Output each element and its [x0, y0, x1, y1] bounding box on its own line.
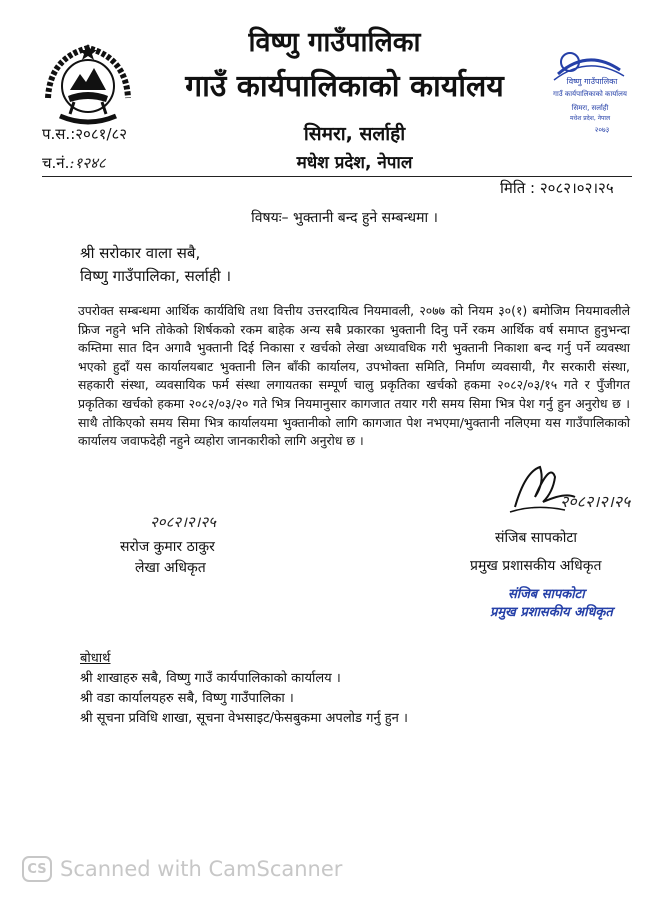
- dispatch-label: च.नं.: [42, 154, 70, 172]
- cc-line: श्री सूचना प्रविधि शाखा, सूचना वेभसाइट/फेसबुकमा अपलोड गर्नु हुन ।: [80, 711, 408, 726]
- left-signatory-title: लेखा अधिकृत: [135, 560, 206, 576]
- dispatch-value: :१२४८: [69, 154, 106, 172]
- cc-heading: बोधार्थ: [80, 651, 111, 666]
- addressee-line-1: श्री सरोकार वाला सबै,: [80, 244, 201, 262]
- letter-subject: विषयः– भुक्तानी बन्द हुने सम्बन्धमा ।: [251, 210, 438, 226]
- svg-text:२०७३: २०७३: [594, 126, 610, 134]
- municipality-name: विष्णु गाउँपालिका: [248, 27, 421, 58]
- province-country: मधेश प्रदेश, नेपाल: [296, 153, 413, 173]
- dispatch-number-ref: [42, 153, 106, 173]
- right-handwritten-date: २०८२।२।२५: [560, 492, 631, 511]
- fiscal-year-ref: [42, 124, 127, 144]
- cc-line: श्री शाखाहरु सबै, विष्णु गाउँ कार्यपालिकाको कार्यालय ।: [80, 671, 341, 686]
- camscanner-text: Scanned with CamScanner: [60, 857, 343, 881]
- signature-stamp-title: प्रमुख प्रशासकीय अधिकृत: [490, 605, 613, 620]
- fiscal-year-label: प.स.: [42, 125, 71, 143]
- svg-text:मधेश प्रदेश, नेपाल: मधेश प्रदेश, नेपाल: [569, 115, 611, 122]
- right-signatory-name: संजिब सापकोटा: [495, 530, 578, 546]
- left-signatory-name: सरोज कुमार ठाकुर: [120, 539, 215, 555]
- svg-text:विष्णु गाउँपालिका: विष्णु गाउँपालिका: [566, 77, 618, 86]
- camscanner-icon: CS: [22, 856, 52, 882]
- office-location: सिमरा, सर्लाही: [303, 123, 406, 145]
- office-name: गाउँ कार्यपालिकाको कार्यालय: [185, 69, 504, 104]
- signature-stamp-name: संजिब सापकोटा: [508, 587, 585, 602]
- camscanner-watermark: [22, 856, 342, 882]
- letter-body: उपरोक्त सम्बन्धमा आर्थिक कार्यविधि तथा वित्तीय उत्तरदायित्व नियमावली, २०७७ को नियम ३०(१) बमोजिम नियमावलीले फ्रिज नहुने भनि तोकेको शिर्षकको रकम बाहेक अन्य सबै प्रकारका भुक्तानी दिनु पर्ने रकम आर्थिक वर्ष समाप्त हुनुभन्दा कम्तिमा सात दिन अगावै भुक्तानी दिई निकासा र खर्चको लेखा अध्यावधिक गरी भुक्तानी निकाशा बन्द गर्नु पर्ने व्यवस्था भएको हुदाँ यस कार्यालयबाट भुक्तानी लिन बाँकी कार्यालय, उपभोक्ता समिति, निर्माण व्यवसायी, गैर सरकारी संस्था, सहकारी संस्था, व्यवसायिक फर्म संस्था लगायतका सम्पूर्ण चालु प्रकृतिका खर्चको हकमा २०८२/०३/१५ गते र पुँजीगत प्रकृतिका खर्चको हकमा २०८२/०३/२० गते भित्र नियमानुसार कागजात तयार गरी समय सिमा भित्र पेश गर्नु हुन अनुरोध छ । साथै तोकिएको समय सिमा भित्र कार्यालयमा भुक्तानीको लागि कागजात पेश नभएमा/भुक्तानी नलिएमा यस गाउँपालिकाको कार्यालय जवाफदेही नहुने व्यहोरा जानकारीको लागि अनुरोध छ ।: [78, 303, 630, 449]
- svg-text:सिमरा, सर्लाही: सिमरा, सर्लाही: [571, 104, 609, 112]
- left-handwritten-signature: २०८२।२।२५: [150, 513, 216, 531]
- cc-line: श्री वडा कार्यालयहरु सबै, विष्णु गाउँपालिका ।: [80, 691, 294, 706]
- letter-date: मिति : २०८२।०२।२५: [500, 179, 614, 197]
- header-divider: [42, 176, 632, 177]
- fiscal-year-value: :२०८१/८२: [70, 125, 128, 143]
- addressee-line-2: विष्णु गाउँपालिका, सर्लाही ।: [80, 267, 232, 285]
- right-signatory-title: प्रमुख प्रशासकीय अधिकृत: [470, 558, 602, 574]
- svg-text:गाउँ कार्यपालिकाको कार्यालय: गाउँ कार्यपालिकाको कार्यालय: [553, 90, 627, 98]
